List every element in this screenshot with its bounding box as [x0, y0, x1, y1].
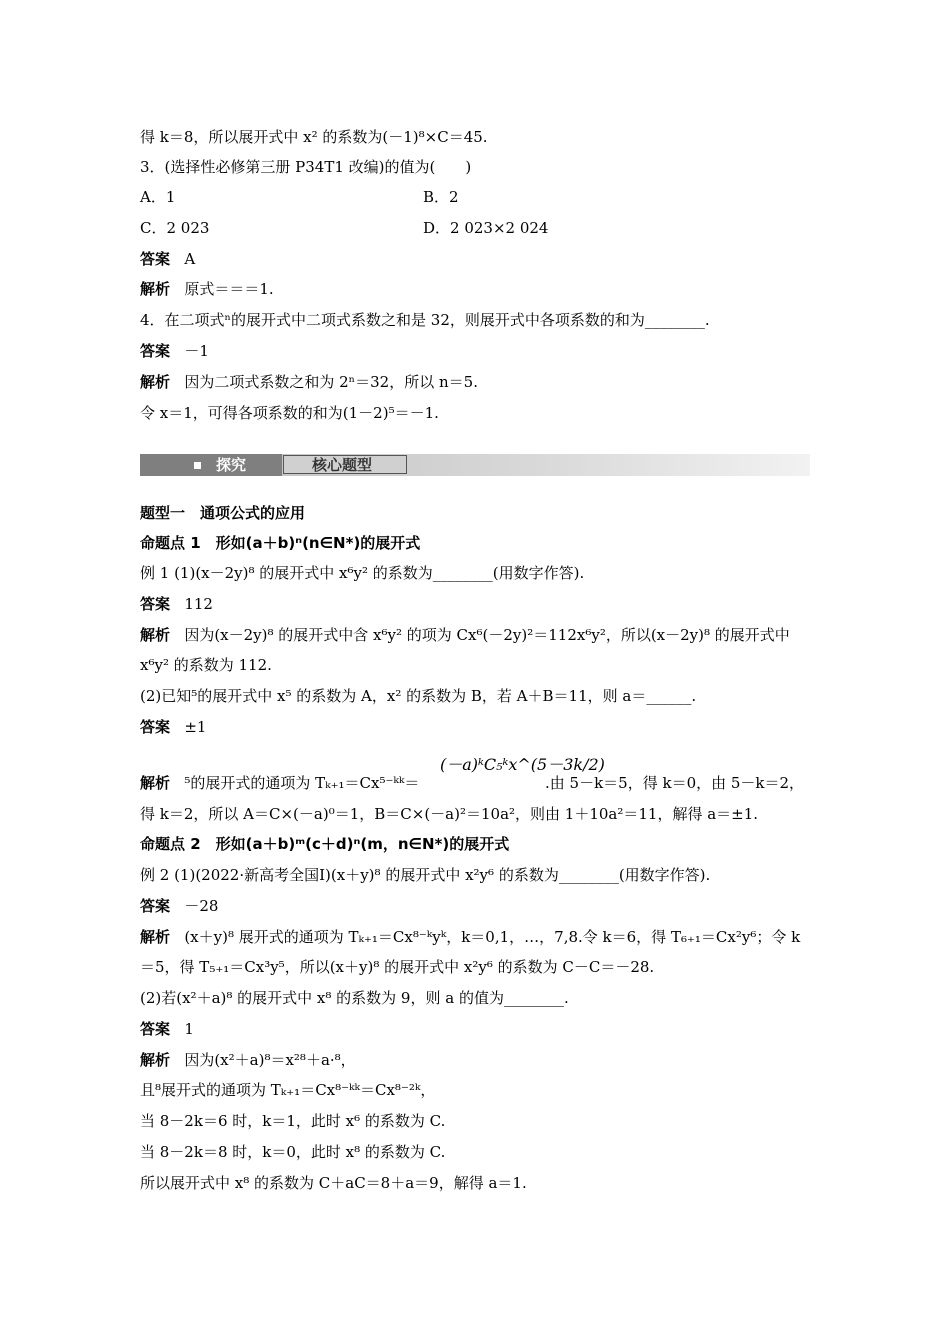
answer-line [140, 717, 206, 737]
answer-value: 112 [184, 595, 213, 613]
option-a: A．1 [140, 188, 176, 206]
solution-text: 所以展开式中 x⁸ 的系数为 C＋aC＝8＋a＝9，解得 a＝1. [140, 1174, 527, 1192]
answer-value: －28 [184, 897, 219, 915]
option-c: C．2 023 [140, 219, 210, 237]
solution-label: 解析 [140, 774, 171, 792]
topic-point-2: 命题点 2 形如(a＋b)ᵐ(c＋d)ⁿ(m，n∈N*)的展开式 [140, 835, 510, 853]
example-2-1: 例 2 (1)(2022·新高考全国Ⅰ)(x＋y)⁸ 的展开式中 x²y⁶ 的系数为________(用数字作答). [140, 866, 711, 884]
answer-label: 答案 [140, 250, 171, 268]
banner-label-left: 探究 [216, 456, 247, 474]
solution-text: .由 5－k＝5，得 k＝0，由 5－k＝2， [545, 774, 805, 792]
square-bullet-icon [194, 462, 201, 469]
solution-line [140, 927, 800, 947]
solution-label: 解析 [140, 373, 171, 391]
solution-label: 解析 [140, 626, 171, 644]
option-b: B．2 [423, 188, 459, 206]
option-d: D．2 023×2 024 [423, 219, 549, 237]
answer-label: 答案 [140, 718, 171, 736]
answer-label: 答案 [140, 1020, 171, 1038]
solution-line [140, 625, 790, 645]
text-line: 令 x＝1，可得各项系数的和为(1－2)⁵＝－1. [140, 404, 439, 422]
answer-line [140, 896, 218, 916]
formula-image: (－a)ᵏC₅ᵏx^(5－3k/2) [440, 755, 605, 774]
solution-text: 且⁸展开式的通项为 Tₖ₊₁＝Cx⁸⁻ᵏᵏ＝Cx⁸⁻²ᵏ， [140, 1081, 436, 1099]
solution-label: 解析 [140, 928, 171, 946]
solution-text: 因为(x²＋a)⁸＝x²⁸＋a·⁸， [184, 1051, 356, 1069]
answer-label: 答案 [140, 897, 171, 915]
answer-value: A [184, 250, 196, 268]
solution-line [140, 773, 419, 793]
solution-text: 因为(x－2y)⁸ 的展开式中含 x⁶y² 的项为 Cx⁶(－2y)²＝112x⁶y²，所以(x－2y)⁸ 的展开式中 [184, 626, 790, 644]
topic-point-1: 命题点 1 形如(a＋b)ⁿ(n∈N*)的展开式 [140, 534, 421, 552]
solution-text: 原式＝＝＝1. [184, 280, 274, 298]
example-1-2: (2)已知⁵的展开式中 x⁵ 的系数为 A，x² 的系数为 B，若 A＋B＝11，则 a＝______. [140, 687, 697, 705]
solution-label: 解析 [140, 280, 171, 298]
section-banner [140, 452, 810, 478]
text-line: 得 k＝8，所以展开式中 x² 的系数为(－1)⁸×C＝45. [140, 128, 488, 146]
banner-label-right: 核心题型 [312, 456, 373, 474]
answer-label: 答案 [140, 595, 171, 613]
question-3: 3．(选择性必修第三册 P34T1 改编)的值为( ) [140, 158, 472, 176]
answer-line [140, 1019, 194, 1039]
solution-label: 解析 [140, 1051, 171, 1069]
section-title: 题型一 通项公式的应用 [140, 504, 306, 522]
example-1-1: 例 1 (1)(x－2y)⁸ 的展开式中 x⁶y² 的系数为________(用数字作答). [140, 564, 585, 582]
answer-label: 答案 [140, 342, 171, 360]
solution-text: ＝5，得 T₅₊₁＝Cx³y⁵，所以(x＋y)⁸ 的展开式中 x²y⁶ 的系数为 C－C＝－28. [140, 958, 655, 976]
solution-text: 当 8－2k＝6 时，k＝1，此时 x⁶ 的系数为 C. [140, 1112, 446, 1130]
answer-line [140, 249, 195, 269]
solution-text: (x＋y)⁸ 展开式的通项为 Tₖ₊₁＝Cx⁸⁻ᵏyᵏ，k＝0,1，…，7,8.令 k＝6，得 T₆₊₁＝Cx²y⁶；令 k [184, 928, 801, 946]
example-2-2: (2)若(x²＋a)⁸ 的展开式中 x⁸ 的系数为 9，则 a 的值为________. [140, 989, 569, 1007]
answer-line [140, 341, 209, 361]
answer-line [140, 594, 213, 614]
solution-line [140, 279, 274, 299]
solution-line [140, 372, 478, 392]
answer-value: －1 [184, 342, 209, 360]
solution-text: ⁵的展开式的通项为 Tₖ₊₁＝Cx⁵⁻ᵏᵏ＝ [184, 774, 420, 792]
solution-text: 得 k＝2，所以 A＝C×(－a)⁰＝1，B＝C×(－a)²＝10a²，则由 1＋10a²＝11，解得 a＝±1. [140, 805, 759, 823]
question-4: 4．在二项式ⁿ的展开式中二项式系数之和是 32，则展开式中各项系数的和为________. [140, 311, 710, 329]
answer-value: ±1 [184, 718, 207, 736]
solution-text: 因为二项式系数之和为 2ⁿ＝32，所以 n＝5. [184, 373, 478, 391]
solution-text: x⁶y² 的系数为 112. [140, 656, 272, 674]
solution-line [140, 1050, 356, 1070]
solution-text: 当 8－2k＝8 时，k＝0，此时 x⁸ 的系数为 C. [140, 1143, 446, 1161]
banner-dark-block [140, 454, 282, 476]
answer-value: 1 [184, 1020, 194, 1038]
